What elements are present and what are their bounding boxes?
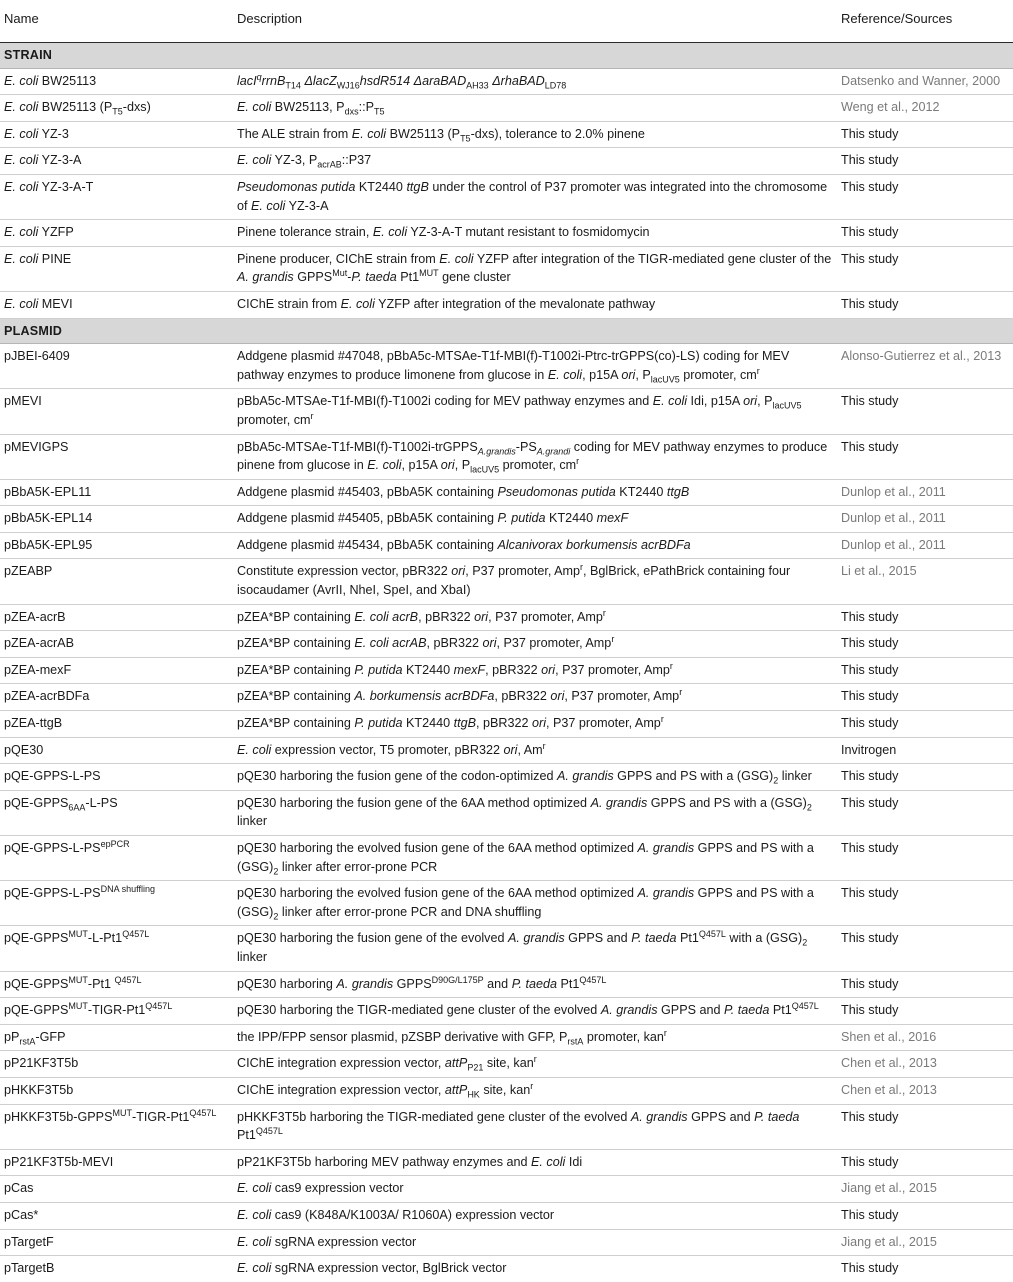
cell-reference: This study (840, 657, 1013, 684)
cell-reference: This study (840, 174, 1013, 219)
cell-name: pCas (0, 1176, 236, 1203)
cell-name: pMEVI (0, 389, 236, 434)
cell-name: pZEA-acrB (0, 604, 236, 631)
table-row (0, 246, 1013, 291)
cell-name: pTargetF (0, 1229, 236, 1256)
table-row (0, 559, 1013, 604)
cell-name: E. coli BW25113 $(P_{T5}-dxs)$ (0, 95, 236, 122)
table-row (0, 1104, 1013, 1149)
cell-description: pZEA*BP containing E. coli acrB, pBR322 ori, P37 promoter, Amp$^r$ (236, 604, 840, 631)
table-row (0, 998, 1013, 1025)
cell-name: $pP_{rstA}$-GFP (0, 1024, 236, 1051)
cell-description: pQE30 harboring the evolved fusion gene of the 6AA method optimized A. grandis GPPS and PS with a $(GSG)_2$ linker after error-prone PCR and DNA shuffling (236, 881, 840, 926)
table-row (0, 1024, 1013, 1051)
cell-description: E. coli cas9 (K848A/K1003A/ R1060A) expression vector (236, 1202, 840, 1229)
section-strain (0, 43, 1013, 69)
cell-name: pQE-$GPPS^{MUT}-Pt1$ $^{Q457L}$ (0, 971, 236, 998)
cell-reference: This study (840, 684, 1013, 711)
cell-name: pZEA-ttgB (0, 711, 236, 738)
table-row (0, 764, 1013, 791)
cell-name: pCas* (0, 1202, 236, 1229)
cell-reference: This study (840, 1202, 1013, 1229)
cell-reference: This study (840, 998, 1013, 1025)
table-row (0, 604, 1013, 631)
cell-reference: This study (840, 631, 1013, 658)
table-row (0, 1051, 1013, 1078)
table-row (0, 95, 1013, 122)
table-row (0, 532, 1013, 559)
cell-description: E. coli expression vector, T5 promoter, pBR322 ori, Am$^r$ (236, 737, 840, 764)
cell-reference: This study (840, 291, 1013, 318)
cell-name: pQE-$GPPS-L-PS^{DNA shuffling}$ (0, 881, 236, 926)
table-row (0, 631, 1013, 658)
cell-description: E. coli BW25113, $P_{dxs}::P_{T5}$ (236, 95, 840, 122)
table-row (0, 1229, 1013, 1256)
cell-reference: This study (840, 389, 1013, 434)
cell-reference: This study (840, 434, 1013, 479)
cell-reference: This study (840, 971, 1013, 998)
cell-description: lacI$^q$rrnB$_{T14}$ ΔlacZ$_{WJ16}$hsdR514 ΔaraBAD$_{AH33}$ ΔrhaBAD$_{LD78}$ (236, 68, 840, 95)
cell-reference: Chen et al., 2013 (840, 1051, 1013, 1078)
table-row (0, 737, 1013, 764)
cell-reference: Li et al., 2015 (840, 559, 1013, 604)
cell-reference: This study (840, 121, 1013, 148)
cell-description: pZEA*BP containing E. coli acrAB, pBR322 ori, P37 promoter, Amp$^r$ (236, 631, 840, 658)
cell-reference: Dunlop et al., 2011 (840, 506, 1013, 533)
cell-name: pBbA5K-EPL14 (0, 506, 236, 533)
cell-name: E. coli MEVI (0, 291, 236, 318)
cell-reference: Alonso-Gutierrez et al., 2013 (840, 344, 1013, 389)
cell-reference: Datsenko and Wanner, 2000 (840, 68, 1013, 95)
cell-description: Addgene plasmid #45405, pBbA5K containing P. putida KT2440 mexF (236, 506, 840, 533)
cell-name: pQE-GPPS-L-PS (0, 764, 236, 791)
cell-description: E. coli YZ-3, $P_{acrAB}::P37$ (236, 148, 840, 175)
cell-name: pP21KF3T5b-MEVI (0, 1149, 236, 1176)
cell-description: pHKKF3T5b harboring the TIGR-mediated gene cluster of the evolved A. grandis GPPS and P. taeda $Pt1^{Q457L}$ (236, 1104, 840, 1149)
cell-name: pZEA-mexF (0, 657, 236, 684)
cell-description: $pBbA5c-MTSAe-T1f-MBI(f)-T1002i-trGPPS_{A.grandis}-PS_{A.grandi}$ coding for MEV pathway enzymes to produce pinene from glucose in E. coli, p15A ori, $P_{lacUV5}$ promoter, $cm^r$ (236, 434, 840, 479)
cell-name: pBbA5K-EPL95 (0, 532, 236, 559)
table-row (0, 121, 1013, 148)
cell-reference: Chen et al., 2013 (840, 1077, 1013, 1104)
table-row (0, 1176, 1013, 1203)
cell-description: E. coli sgRNA expression vector (236, 1229, 840, 1256)
header-description: Description (236, 0, 840, 43)
cell-description: pZEA*BP containing A. borkumensis acrBDFa, pBR322 ori, P37 promoter, Amp$^r$ (236, 684, 840, 711)
cell-name: pZEA-acrAB (0, 631, 236, 658)
section-plasmid (0, 318, 1013, 344)
cell-reference: Invitrogen (840, 737, 1013, 764)
section-label: PLASMID (0, 318, 1013, 344)
cell-reference: This study (840, 764, 1013, 791)
cell-name: pQE-$GPPS^{MUT}-TIGR-Pt1^{Q457L}$ (0, 998, 236, 1025)
cell-description: pQE30 harboring A. grandis $GPPS^{D90G/L175P}$ and P. taeda $Pt1^{Q457L}$ (236, 971, 840, 998)
cell-name: E. coli YZFP (0, 220, 236, 247)
cell-name: E. coli PINE (0, 246, 236, 291)
table-row (0, 711, 1013, 738)
cell-description: CIChE strain from E. coli YZFP after integration of the mevalonate pathway (236, 291, 840, 318)
cell-reference: This study (840, 790, 1013, 835)
cell-name: pP21KF3T5b (0, 1051, 236, 1078)
cell-reference: This study (840, 836, 1013, 881)
cell-description: Addgene plasmid #47048, pBbA5c-MTSAe-T1f-MBI(f)-T1002i-Ptrc-trGPPS(co)-LS) coding for MEV pathway enzymes to produce limonene from glucose in E. coli, p15A ori, $P_{lacUV5}$ promoter, $cm^r$ (236, 344, 840, 389)
section-label: STRAIN (0, 43, 1013, 69)
cell-description: E. coli cas9 expression vector (236, 1176, 840, 1203)
table-row (0, 434, 1013, 479)
table-row (0, 1202, 1013, 1229)
cell-description: E. coli sgRNA expression vector, BglBrick vector (237, 1261, 507, 1276)
cell-reference: Jiang et al., 2015 (840, 1229, 1013, 1256)
table-row (0, 344, 1013, 389)
cell-name: pQE-$GPPS_{6AA}-L-PS$ (0, 790, 236, 835)
table-row (0, 836, 1013, 881)
cell-description: Constitute expression vector, pBR322 ori, P37 promoter, Amp$^r$, BglBrick, ePathBrick containing four isocaudamer (AvrII, NheI, SpeI, and XbaI) (236, 559, 840, 604)
cell-name: pJBEI-6409 (0, 344, 236, 389)
cell-description: The ALE strain from E. coli BW25113 $(P_{T5}-dxs)$, tolerance to 2.0% pinene (236, 121, 840, 148)
header-reference: Reference/Sources (840, 0, 1013, 43)
cell-reference: Weng et al., 2012 (840, 95, 1013, 122)
cell-description: Addgene plasmid #45434, pBbA5K containing Alcanivorax borkumensis acrBDFa (236, 532, 840, 559)
cell-reference: Dunlop et al., 2011 (840, 532, 1013, 559)
cell-name: pBbA5K-EPL11 (0, 479, 236, 506)
cell-name: pZEA-acrBDFa (0, 684, 236, 711)
cell-description: pQE30 harboring the evolved fusion gene of the 6AA method optimized A. grandis GPPS and PS with a $(GSG)_2$ linker after error-prone PCR (236, 836, 840, 881)
cell-name: pQE-$GPPS-L-PS^{epPCR}$ (0, 836, 236, 881)
cell-reference: This study (840, 246, 1013, 291)
table-row (0, 926, 1013, 971)
cell-name: pZEABP (0, 559, 236, 604)
cell-description: pQE30 harboring the fusion gene of the codon-optimized A. grandis GPPS and PS with a $(GSG)_2$ linker (236, 764, 840, 791)
table-row (0, 148, 1013, 175)
cell-name: E. coli BW25113 (0, 68, 236, 95)
table-row (0, 174, 1013, 219)
cell-description: pZEA*BP containing P. putida KT2440 ttgB, pBR322 ori, P37 promoter, Amp$^r$ (236, 711, 840, 738)
table-row (0, 1149, 1013, 1176)
table-row (0, 790, 1013, 835)
cell-description: pQE30 harboring the TIGR-mediated gene cluster of the evolved A. grandis GPPS and P. taeda $Pt1^{Q457L}$ (236, 998, 840, 1025)
cell-name: E. coli YZ-3 (0, 121, 236, 148)
table-row (0, 1256, 1013, 1282)
table-row (0, 684, 1013, 711)
cell-description: CIChE integration expression vector, attP$_{P21}$ site, kan$^r$ (236, 1051, 840, 1078)
table-row (0, 506, 1013, 533)
table-row (0, 657, 1013, 684)
cell-description: Pinene tolerance strain, E. coli YZ-3-A-T mutant resistant to fosmidomycin (236, 220, 840, 247)
cell-reference: This study (840, 881, 1013, 926)
cell-reference: This study (840, 1104, 1013, 1149)
table-row (0, 291, 1013, 318)
table-row (0, 1077, 1013, 1104)
cell-description: pZEA*BP containing P. putida KT2440 mexF, pBR322 ori, P37 promoter, Amp$^r$ (236, 657, 840, 684)
cell-reference: Shen et al., 2016 (840, 1024, 1013, 1051)
header-row (0, 0, 1013, 43)
cell-reference: Dunlop et al., 2011 (840, 479, 1013, 506)
table-row (0, 220, 1013, 247)
table-row (0, 479, 1013, 506)
cell-name: $pHKKF3T5b-GPPS^{MUT}-TIGR-Pt1^{Q457L}$ (0, 1104, 236, 1149)
cell-reference: This study (840, 1149, 1013, 1176)
cell-description: pQE30 harboring the fusion gene of the 6AA method optimized A. grandis GPPS and PS with a $(GSG)_2$ linker (236, 790, 840, 835)
table-row (0, 68, 1013, 95)
cell-description: CIChE integration expression vector, attP$_{HK}$ site, kan$^r$ (236, 1077, 840, 1104)
cell-reference: This study (840, 711, 1013, 738)
cell-reference: This study (840, 220, 1013, 247)
header-name: Name (0, 0, 236, 43)
cell-description: pBbA5c-MTSAe-T1f-MBI(f)-T1002i coding for MEV pathway enzymes and E. coli Idi, p15A ori, $P_{lacUV5}$ promoter, $cm^r$ (236, 389, 840, 434)
table-row (0, 881, 1013, 926)
cell-description: Pseudomonas putida KT2440 ttgB under the control of P37 promoter was integrated into the chromosome of E. coli YZ-3-A (236, 174, 840, 219)
table-row (0, 389, 1013, 434)
cell-name: pQE30 (0, 737, 236, 764)
cell-name: E. coli YZ-3-A-T (0, 174, 236, 219)
cell-description: pP21KF3T5b harboring MEV pathway enzymes and E. coli Idi (236, 1149, 840, 1176)
cell-reference: This study (841, 1261, 899, 1276)
table-row (0, 971, 1013, 998)
cell-name: pTargetB (4, 1261, 55, 1276)
cell-reference: This study (840, 604, 1013, 631)
cell-name: pMEVIGPS (0, 434, 236, 479)
cell-description: Pinene producer, CIChE strain from E. coli YZFP after integration of the TIGR-mediated gene cluster of the A. grandis $GPPS^{Mut}-P$. taeda $Pt1^{MUT}$ gene cluster (236, 246, 840, 291)
cell-description: Addgene plasmid #45403, pBbA5K containing Pseudomonas putida KT2440 ttgB (236, 479, 840, 506)
cell-reference: This study (840, 148, 1013, 175)
cell-description: pQE30 harboring the fusion gene of the evolved A. grandis GPPS and P. taeda $Pt1^{Q457L}$ with a $(GSG)_2$ linker (236, 926, 840, 971)
cell-name: pHKKF3T5b (0, 1077, 236, 1104)
cell-name: E. coli YZ-3-A (0, 148, 236, 175)
cell-reference: This study (840, 926, 1013, 971)
cell-name: pQE-$GPPS^{MUT}-L-Pt1^{Q457L}$ (0, 926, 236, 971)
cell-description: the IPP/FPP sensor plasmid, pZSBP derivative with GFP, $P_{rstA}$ promoter, kan$^r$ (236, 1024, 840, 1051)
cell-reference: Jiang et al., 2015 (840, 1176, 1013, 1203)
